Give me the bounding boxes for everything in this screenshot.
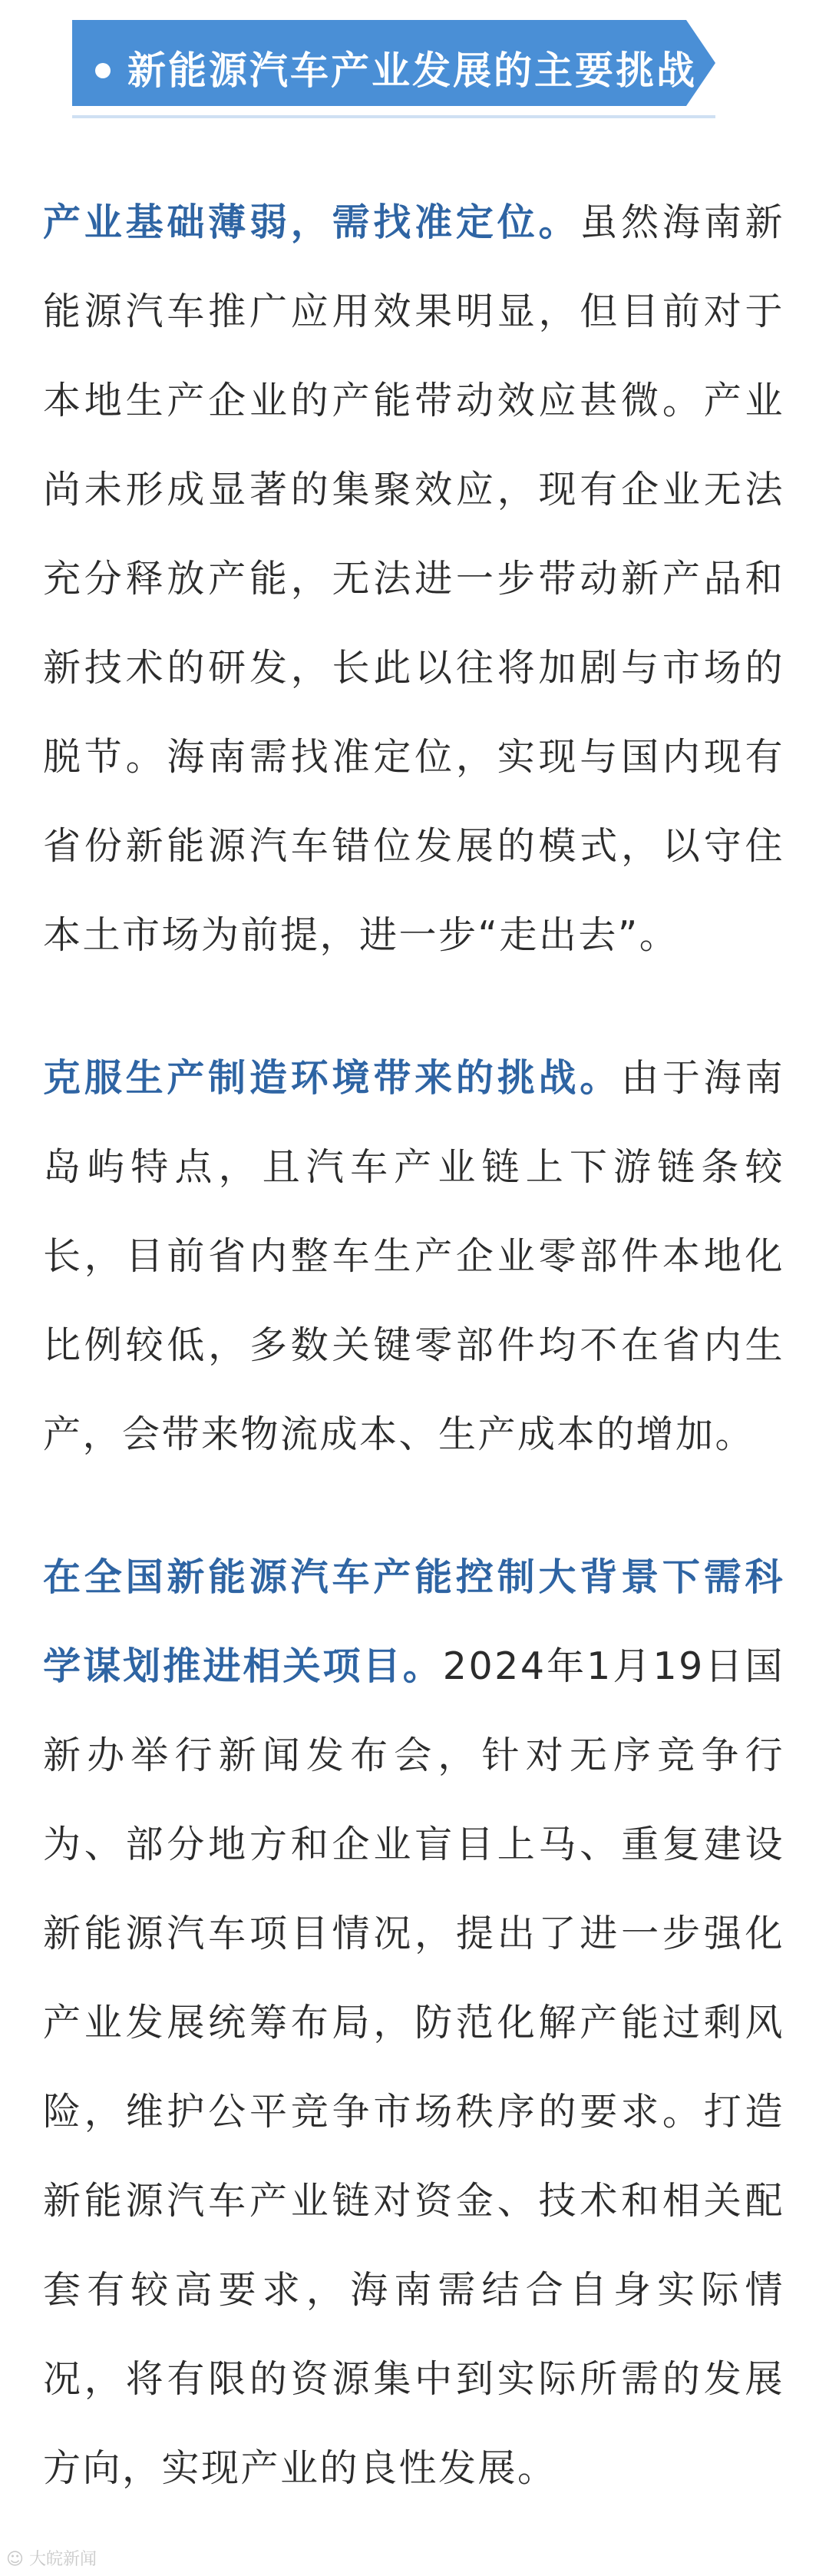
- section-title: 新能源汽车产业发展的主要挑战: [127, 48, 697, 93]
- watermark-logo-icon: ☺: [6, 2550, 24, 2569]
- paragraph-capacity-control: [43, 1533, 784, 2513]
- bullet-dot-icon: [95, 63, 111, 78]
- paragraph-text: 由于海南岛屿特点，且汽车产业链上下游链条较长，目前省内整车生产企业零部件本地化比例较低，多数关键零部件均不在省内生产，会带来物流成本、生产成本的增加。: [43, 1056, 784, 1456]
- paragraph-text: 虽然海南新能源汽车推广应用效果明显，但目前对于本地生产企业的产能带动效应甚微。产业尚未形成显著的集聚效应，现有企业无法充分释放产能，无法进一步带动新产品和新技术的研发，长此以往将加剧与市场的脱节。海南需找准定位，实现与国内现有省份新能源汽车错位发展的模式，以守住本土市场为前提，进一步“走出去”。: [43, 200, 784, 957]
- paragraph-text: 2024年1月19日国新办举行新闻发布会，针对无序竞争行为、部分地方和企业盲目上马、重复建设新能源汽车项目情况，提出了进一步强化产业发展统筹布局，防范化解产能过剩风险，维护公平竞争市场秩序的要求。打造新能源汽车产业链对资金、技术和相关配套有较高要求，海南需结合自身实际情况，将有限的资源集中到实际所需的发展方向，实现产业的良性发展。: [43, 1644, 784, 2490]
- article-body: [43, 178, 784, 2567]
- paragraph-manufacturing-environment: [43, 1034, 784, 1479]
- source-watermark: [6, 2548, 97, 2571]
- paragraph-lead: 克服生产制造环境带来的挑战。: [43, 1056, 622, 1100]
- section-header-banner: [72, 20, 715, 121]
- paragraph-lead: 产业基础薄弱，需找准定位。: [43, 200, 580, 244]
- paragraph-lead: 在全国新能源汽车产能控制大背景下需科学谋划推进相关项目。: [43, 1555, 784, 1688]
- paragraph-industry-foundation: [43, 178, 784, 980]
- watermark-text: 大皖新闻: [28, 2550, 97, 2569]
